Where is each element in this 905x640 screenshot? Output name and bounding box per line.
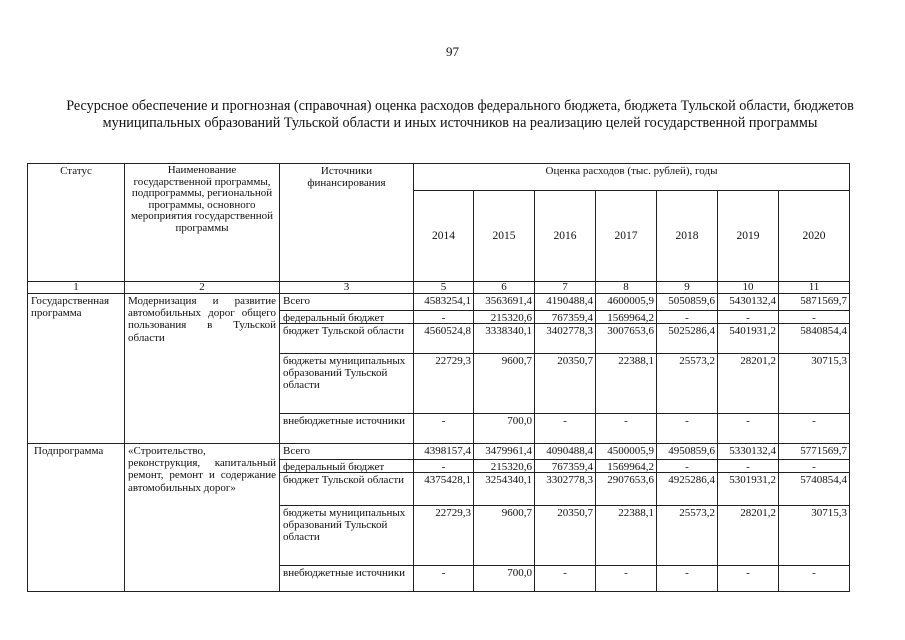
value-cell: 30715,3	[779, 354, 850, 414]
value-cell: 2907653,6	[596, 473, 657, 506]
value-cell: 3402778,3	[535, 324, 596, 354]
value-cell: 28201,2	[718, 506, 779, 566]
value-cell: -	[779, 311, 850, 324]
value-cell: 5871569,7	[779, 294, 850, 311]
value-cell: -	[414, 460, 474, 473]
source-label: бюджеты муниципальных образований Тульской области	[280, 506, 414, 566]
value-cell: -	[596, 566, 657, 592]
header-year: 2015	[474, 191, 535, 282]
value-cell: 5050859,6	[657, 294, 718, 311]
source-label: Всего	[280, 444, 414, 460]
source-label: внебюджетные источники	[280, 566, 414, 592]
header-sources: Источники финансирования	[280, 164, 414, 282]
value-cell: 4925286,4	[657, 473, 718, 506]
block-name: «Строительство, реконструкция, капитальный ремонт, ремонт и содержание автомобильных дорог»	[125, 444, 280, 592]
value-cell: -	[718, 311, 779, 324]
value-cell: 5330132,4	[718, 444, 779, 460]
value-cell: 25573,2	[657, 506, 718, 566]
header-year: 2019	[718, 191, 779, 282]
value-cell: 767359,4	[535, 311, 596, 324]
value-cell: 5401931,2	[718, 324, 779, 354]
header-year: 2018	[657, 191, 718, 282]
value-cell: 4500005,9	[596, 444, 657, 460]
value-cell: -	[535, 566, 596, 592]
value-cell: 20350,7	[535, 354, 596, 414]
value-cell: 215320,6	[474, 311, 535, 324]
value-cell: -	[414, 566, 474, 592]
value-cell: -	[657, 311, 718, 324]
source-label: внебюджетные источники	[280, 414, 414, 444]
header-year: 2020	[779, 191, 850, 282]
value-cell: -	[779, 460, 850, 473]
value-cell: 4375428,1	[414, 473, 474, 506]
block-status: Государственная программа	[28, 294, 125, 444]
value-cell: 22729,3	[414, 506, 474, 566]
value-cell: 4560524,8	[414, 324, 474, 354]
value-cell: -	[779, 566, 850, 592]
value-cell: 22388,1	[596, 354, 657, 414]
value-cell: -	[779, 414, 850, 444]
source-label: бюджет Тульской области	[280, 324, 414, 354]
value-cell: 4950859,6	[657, 444, 718, 460]
value-cell: 5025286,4	[657, 324, 718, 354]
column-number: 9	[657, 282, 718, 294]
value-cell: 767359,4	[535, 460, 596, 473]
header-year: 2017	[596, 191, 657, 282]
value-cell: 9600,7	[474, 354, 535, 414]
value-cell: 22729,3	[414, 354, 474, 414]
value-cell: -	[718, 414, 779, 444]
header-status: Статус	[28, 164, 125, 282]
header-year: 2014	[414, 191, 474, 282]
header-estimate: Оценка расходов (тыс. рублей), годы	[414, 164, 850, 191]
value-cell: 3563691,4	[474, 294, 535, 311]
value-cell: 5840854,4	[779, 324, 850, 354]
header-year: 2016	[535, 191, 596, 282]
value-cell: 5740854,4	[779, 473, 850, 506]
value-cell: 22388,1	[596, 506, 657, 566]
column-number: 7	[535, 282, 596, 294]
value-cell: 3007653,6	[596, 324, 657, 354]
page-number: 97	[446, 44, 459, 59]
value-cell: -	[414, 311, 474, 324]
value-cell: -	[657, 566, 718, 592]
value-cell: -	[718, 460, 779, 473]
value-cell: 4398157,4	[414, 444, 474, 460]
document-title: Ресурсное обеспечение и прогнозная (справочная) оценка расходов федерального бюджета, бюджета Тульской области, бюджетов муниципальных образований Тульской области и иных источников на реализацию целей государственной программы	[66, 98, 854, 131]
value-cell: 1569964,2	[596, 460, 657, 473]
column-number: 8	[596, 282, 657, 294]
value-cell: -	[718, 566, 779, 592]
value-cell: -	[657, 460, 718, 473]
header-name: Наименование государственной программы, подпрограммы, региональной программы, основного мероприятия государственной программы	[125, 164, 280, 282]
column-number: 11	[779, 282, 850, 294]
value-cell: 700,0	[474, 414, 535, 444]
block-status: Подпрограмма	[28, 444, 125, 592]
column-number: 3	[280, 282, 414, 294]
value-cell: 28201,2	[718, 354, 779, 414]
column-number: 6	[474, 282, 535, 294]
value-cell: 4190488,4	[535, 294, 596, 311]
value-cell: 4583254,1	[414, 294, 474, 311]
budget-table	[27, 163, 850, 592]
value-cell: 9600,7	[474, 506, 535, 566]
value-cell: 215320,6	[474, 460, 535, 473]
column-number: 1	[28, 282, 125, 294]
source-label: федеральный бюджет	[280, 311, 414, 324]
source-label: бюджет Тульской области	[280, 473, 414, 506]
block-name: Модернизация и развитие автомобильных дорог общего пользования в Тульской области	[125, 294, 280, 444]
value-cell: 4090488,4	[535, 444, 596, 460]
source-label: бюджеты муниципальных образований Тульской области	[280, 354, 414, 414]
column-number: 5	[414, 282, 474, 294]
value-cell: 3254340,1	[474, 473, 535, 506]
value-cell: 25573,2	[657, 354, 718, 414]
value-cell: 30715,3	[779, 506, 850, 566]
value-cell: -	[657, 414, 718, 444]
value-cell: 3302778,3	[535, 473, 596, 506]
source-label: федеральный бюджет	[280, 460, 414, 473]
value-cell: 5301931,2	[718, 473, 779, 506]
value-cell: 5771569,7	[779, 444, 850, 460]
value-cell: 3338340,1	[474, 324, 535, 354]
value-cell: -	[596, 414, 657, 444]
value-cell: 20350,7	[535, 506, 596, 566]
value-cell: 4600005,9	[596, 294, 657, 311]
value-cell: 3479961,4	[474, 444, 535, 460]
value-cell: -	[535, 414, 596, 444]
source-label: Всего	[280, 294, 414, 311]
value-cell: 5430132,4	[718, 294, 779, 311]
value-cell: 1569964,2	[596, 311, 657, 324]
column-number: 2	[125, 282, 280, 294]
column-number: 10	[718, 282, 779, 294]
value-cell: 700,0	[474, 566, 535, 592]
value-cell: -	[414, 414, 474, 444]
